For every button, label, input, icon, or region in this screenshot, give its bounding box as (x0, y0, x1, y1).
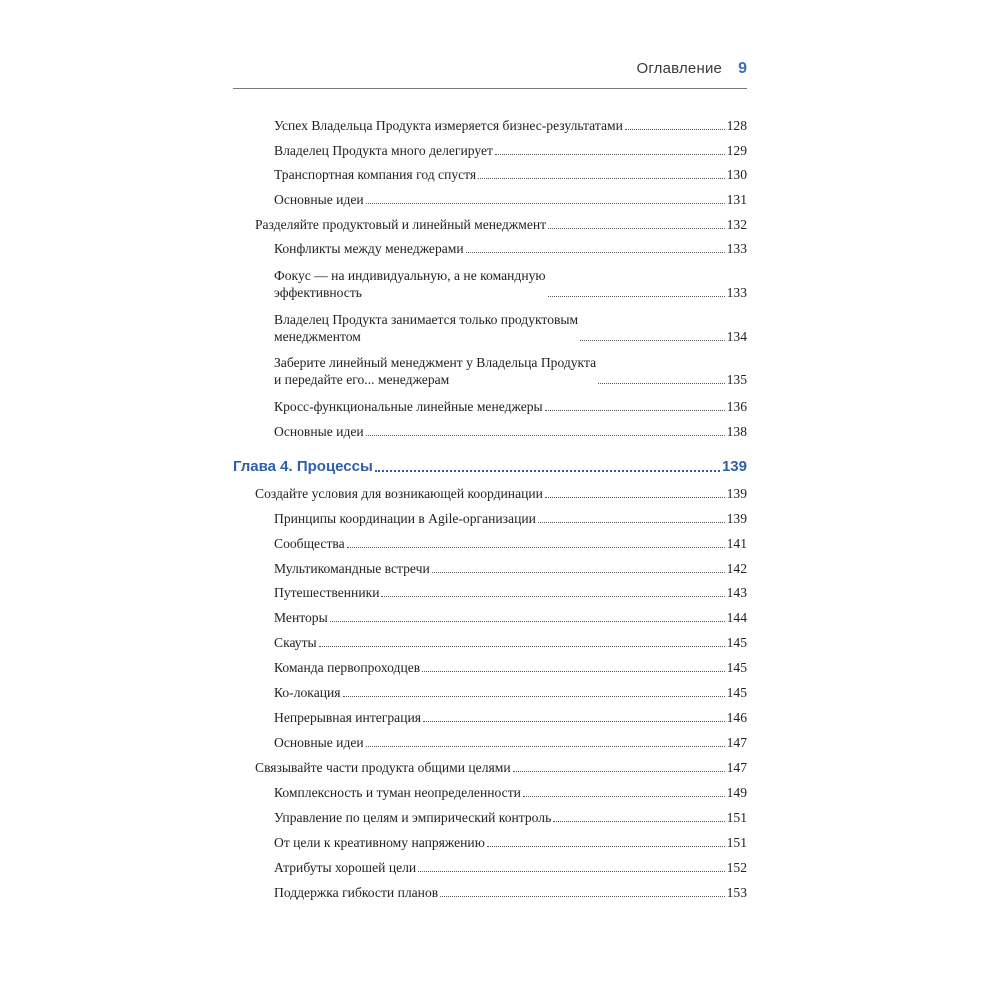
toc-entry[interactable] (274, 311, 747, 345)
toc-entry[interactable] (274, 684, 747, 701)
toc-entry[interactable] (274, 142, 747, 159)
toc-entry-title: Основные идеи (274, 735, 364, 750)
toc-dot-leader (553, 821, 724, 822)
toc-dot-leader (580, 340, 724, 341)
toc-entry-page: 130 (726, 167, 747, 182)
toc-entry-page: 139 (726, 511, 747, 526)
toc-entry-page: 151 (726, 810, 747, 825)
toc-entry-page: 135 (726, 372, 747, 387)
toc-dot-leader (545, 410, 725, 411)
toc-entry-page: 149 (726, 785, 747, 800)
toc-entry-page: 147 (726, 760, 747, 775)
toc-entry-page: 128 (726, 118, 747, 133)
running-header-title: Оглавление (636, 60, 723, 77)
toc-entry-title: Принципы координации в Agile-организации (274, 511, 536, 526)
toc-entry-title: От цели к креативному напряжению (274, 835, 485, 850)
toc-entry-page: 142 (726, 561, 747, 576)
toc-entry[interactable] (274, 117, 747, 134)
toc-entry-page: 145 (726, 660, 747, 675)
toc-dot-leader (513, 771, 725, 772)
toc-dot-leader (440, 896, 724, 897)
toc-entry[interactable] (274, 709, 747, 726)
toc-entry[interactable] (274, 734, 747, 751)
toc-entry-page: 129 (726, 143, 747, 158)
toc-entry-title: Основные идеи (274, 424, 364, 439)
toc-entry[interactable] (274, 884, 747, 901)
toc-entry-page: 131 (726, 192, 747, 207)
toc-entry-page: 132 (726, 217, 747, 232)
toc-entry-title: Менторы (274, 610, 328, 625)
toc-dot-leader (347, 547, 725, 548)
toc-entry[interactable] (274, 423, 747, 440)
toc-entry-title: Комплексность и туман неопределенности (274, 785, 521, 800)
toc-entry-page: 153 (726, 885, 747, 900)
toc-entry-page: 136 (726, 399, 747, 414)
toc-dot-leader (538, 522, 725, 523)
toc-entry[interactable] (274, 191, 747, 208)
toc-entry-title: Ко-локация (274, 685, 341, 700)
toc-entry-title: Успех Владельца Продукта измеряется бизнес-результатами (274, 118, 623, 133)
toc-entry-title: Связывайте части продукта общими целями (255, 760, 511, 775)
toc-dot-leader (548, 228, 725, 229)
toc-chapter-title: Глава 4. Процессы (233, 458, 373, 475)
toc-entry[interactable] (274, 834, 747, 851)
toc-entry-page: 145 (726, 685, 747, 700)
toc-dot-leader (418, 871, 724, 872)
toc-entry[interactable] (274, 354, 747, 388)
toc-entry-title: Фокус — на индивидуальную, а не командную эффективность (274, 268, 546, 300)
toc-entry[interactable] (274, 166, 747, 183)
toc-entry-title: Создайте условия для возникающей координации (255, 486, 543, 501)
toc-entry[interactable] (274, 510, 747, 527)
toc-entry-page: 152 (726, 860, 747, 875)
toc-entry-title: Поддержка гибкости планов (274, 885, 439, 900)
toc-entry[interactable] (274, 560, 747, 577)
toc-entry-title: Путешественники (274, 585, 380, 600)
toc-entry-page: 151 (726, 835, 747, 850)
toc-dot-leader (598, 383, 724, 384)
toc-entry-title: Атрибуты хорошей цели (274, 860, 417, 875)
toc-dot-leader (545, 497, 725, 498)
toc-entry-page: 138 (726, 424, 747, 439)
toc-entry[interactable] (274, 809, 747, 826)
running-header-page-number: 9 (738, 60, 747, 77)
toc-entry[interactable] (274, 609, 747, 626)
toc-entry-title: Сообщества (274, 536, 345, 551)
toc-entry-title: Кросс-функциональные линейные менеджеры (274, 399, 543, 414)
toc-dot-leader (423, 721, 725, 722)
toc-dot-leader (366, 435, 725, 436)
toc-dot-leader (330, 621, 725, 622)
toc-entry[interactable] (274, 859, 747, 876)
toc-entry-page: 134 (726, 329, 747, 344)
toc-entry[interactable] (255, 216, 747, 233)
toc-entry[interactable] (255, 759, 747, 776)
toc-dot-leader (523, 796, 725, 797)
toc-entry[interactable] (274, 784, 747, 801)
toc-dot-leader (375, 470, 720, 472)
toc-entry-title: Основные идеи (274, 192, 364, 207)
toc-entry-page: 143 (726, 585, 747, 600)
toc-entry[interactable] (274, 267, 747, 301)
toc-entry-page: 145 (726, 635, 747, 650)
toc-entry[interactable] (274, 240, 747, 257)
toc-entry-title: Заберите линейный менеджмент у Владельца Продукта и передайте его... менеджерам (274, 355, 597, 387)
toc-entry-page: 141 (726, 536, 747, 551)
toc-dot-leader (343, 696, 725, 697)
toc-entry-page: 139 (726, 486, 747, 501)
toc-entry[interactable] (255, 485, 747, 502)
toc-dot-leader (366, 746, 725, 747)
toc-entry-page: 133 (726, 241, 747, 256)
toc-chapter-page: 139 (721, 458, 747, 475)
toc-entry-title: Мультикомандные встречи (274, 561, 430, 576)
toc-entry-title: Команда первопроходцев (274, 660, 421, 675)
toc-entry-title: Разделяйте продуктовый и линейный менеджмент (255, 217, 547, 232)
toc-dot-leader (466, 252, 725, 253)
toc-dot-leader (366, 203, 725, 204)
toc-dot-leader (381, 596, 724, 597)
toc-dot-leader (432, 572, 725, 573)
toc-dot-leader (548, 296, 725, 297)
toc-entry[interactable] (274, 659, 747, 676)
toc-dot-leader (422, 671, 724, 672)
toc-entry[interactable] (274, 584, 747, 601)
toc-entry-page: 144 (726, 610, 747, 625)
toc-dot-leader (487, 846, 725, 847)
toc-entry-title: Владелец Продукта занимается только продуктовым менеджментом (274, 312, 579, 344)
toc-entry[interactable] (274, 398, 747, 415)
toc-entry[interactable] (274, 535, 747, 552)
toc-entry-title: Скауты (274, 635, 317, 650)
toc-entry[interactable] (274, 634, 747, 651)
toc-entry-page: 133 (726, 285, 747, 300)
toc-dot-leader (625, 129, 725, 130)
toc-dot-leader (495, 154, 725, 155)
toc-entry-title: Непрерывная интеграция (274, 710, 421, 725)
toc-entry-title: Владелец Продукта много делегирует (274, 143, 493, 158)
toc-entry-page: 146 (726, 710, 747, 725)
toc-entry-title: Транспортная компания год спустя (274, 167, 477, 182)
toc-entry-page: 147 (726, 735, 747, 750)
toc-entry-title: Конфликты между менеджерами (274, 241, 464, 256)
toc-dot-leader (478, 178, 724, 179)
toc-dot-leader (319, 646, 725, 647)
toc-chapter-entry[interactable] (233, 458, 747, 476)
toc-entry-title: Управление по целям и эмпирический контроль (274, 810, 552, 825)
